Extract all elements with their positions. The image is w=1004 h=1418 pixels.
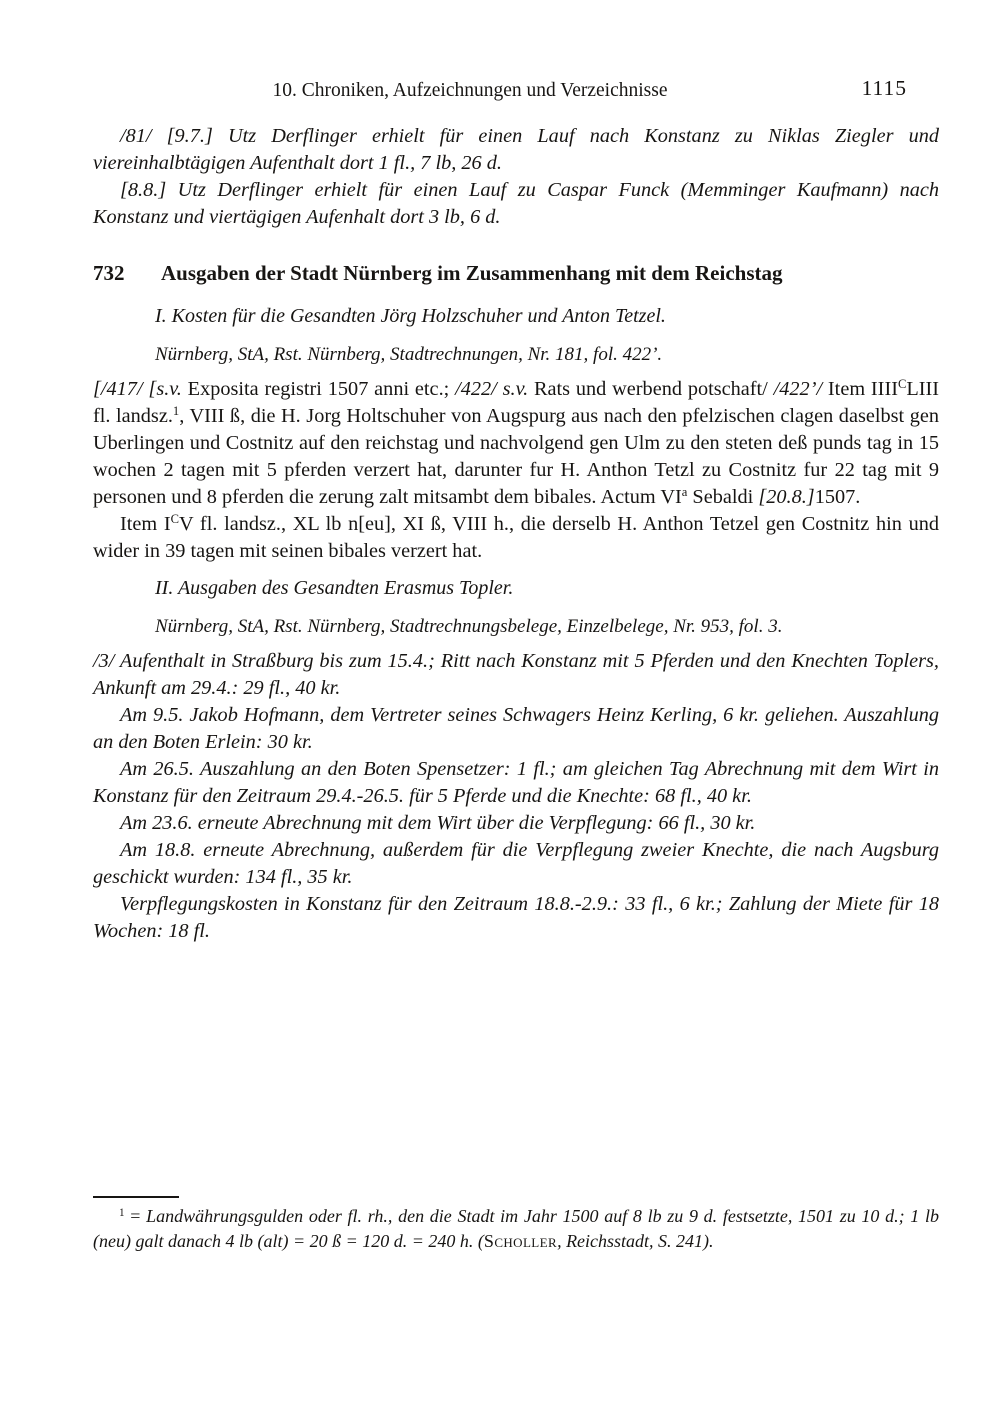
intro-paragraph-2: [8.8.] Utz Derflinger erhielt für einen Lauf zu Caspar Funck (Memminger Kaufmann) nach Konstanz und viertägigen Aufenhalt dort 3 lb, 6 d. [93, 179, 939, 228]
expense-paragraph-4: Am 23.6. erneute Abrechnung mit dem Wirt über die Verpflegung: 66 fl., 30 kr. [120, 812, 756, 834]
expense-paragraph-3: Am 26.5. Auszahlung an den Boten Spensetzer: 1 fl.; am gleichen Tag Abrechnung mit dem Wirt in Konstanz für den Zeitraum 29.4.-26.5. für 5 Pferde und die Knechte: 68 fl., 40 kr. [93, 758, 939, 807]
section-title: Ausgaben der Stadt Nürnberg im Zusammenhang mit dem Reichstag [161, 261, 783, 285]
expense-paragraph-2: Am 9.5. Jakob Hofmann, dem Vertreter seines Schwagers Heinz Kerling, 6 kr. geliehen. Auszahlung an den Boten Erlein: 30 kr. [93, 704, 939, 753]
intro-paragraph-1: /81/ [9.7.] Utz Derflinger erhielt für einen Lauf nach Konstanz zu Niklas Ziegler und viereinhalbtägigen Aufenthalt dort 1 fl., 7 lb, 26 d. [93, 125, 939, 174]
record-paragraph-2: Item $I^CV$ fl. landsz., XL lb n[eu], XI ß, VIII h., die derselb H. Anthon Tetzel gen Costnitz hin und wider in 39 tagen mit seinen bibales verzert hat. [93, 512, 939, 562]
footnote-text: $^1$ = Landwährungsgulden oder fl. rh., den die Stadt im Jahr 1500 auf 8 lb zu 9 d. festsetzte, 1501 zu 10 d.; 1 lb (neu) galt danach 4 lb (alt) = 20 ß = 120 d. = 240 h. (Scholler, Reichsstadt, S. 241). [93, 1206, 939, 1251]
part1-source: Nürnberg, StA, Rst. Nürnberg, Stadtrechnungen, Nr. 181, fol. 422’. [155, 344, 663, 365]
page-number: 1115 [861, 76, 907, 100]
running-header [93, 78, 939, 104]
section-number: 732 [93, 261, 125, 285]
part2-source: Nürnberg, StA, Rst. Nürnberg, Stadtrechnungsbelege, Einzelbelege, Nr. 953, fol. 3. [155, 616, 783, 637]
part2-heading: II. Ausgaben des Gesandten Erasmus Topler. [155, 577, 514, 599]
text-column [93, 78, 939, 945]
expense-paragraph-5: Am 18.8. erneute Abrechnung, außerdem für die Verpflegung zweier Knechte, die nach Augsburg geschickt wurden: 134 fl., 35 kr. [93, 839, 939, 888]
part1-heading: I. Kosten für die Gesandten Jörg Holzschuher und Anton Tetzel. [155, 305, 666, 327]
running-header-title: 10. Chroniken, Aufzeichnungen und Verzeichnisse [272, 80, 668, 101]
record-paragraph-1: [/417/ [s.v. Exposita registri 1507 anni etc.; /422/ s.v. Rats und werbend potschaft/ /422’/ Item $IIII^CLIII$ fl. landsz.$^1$, VIII ß, die H. Jorg Holtschuher von Augspurg aus nach den pfelzischen clagen daselbst gen Uberlingen und Costnitz auf den reichstag und nachvolgend gen Ulm zu den steten deß punds tag in 15 wochen 2 tagen mit 5 pferden verzert hat, darunter fur H. Anthon Tetzl zu Costnitz fur 22 tag mit 9 personen und 8 pferden die zerung zalt mitsambt dem bibales. Actum $VI^a$ Sebaldi [20.8.]1507. [93, 377, 939, 508]
footnote-block [93, 1196, 939, 1254]
expense-paragraph-6: Verpflegungskosten in Konstanz für den Zeitraum 18.8.-2.9.: 33 fl., 6 kr.; Zahlung der Miete für 18 Wochen: 18 fl. [93, 893, 939, 942]
footnote-divider [93, 1196, 179, 1198]
expense-paragraph-1: /3/ Aufenthalt in Straßburg bis zum 15.4.; Ritt nach Konstanz mit 5 Pferden und den Knechten Toplers, Ankunft am 29.4.: 29 fl., 40 kr. [93, 650, 939, 699]
section-heading [93, 259, 939, 287]
